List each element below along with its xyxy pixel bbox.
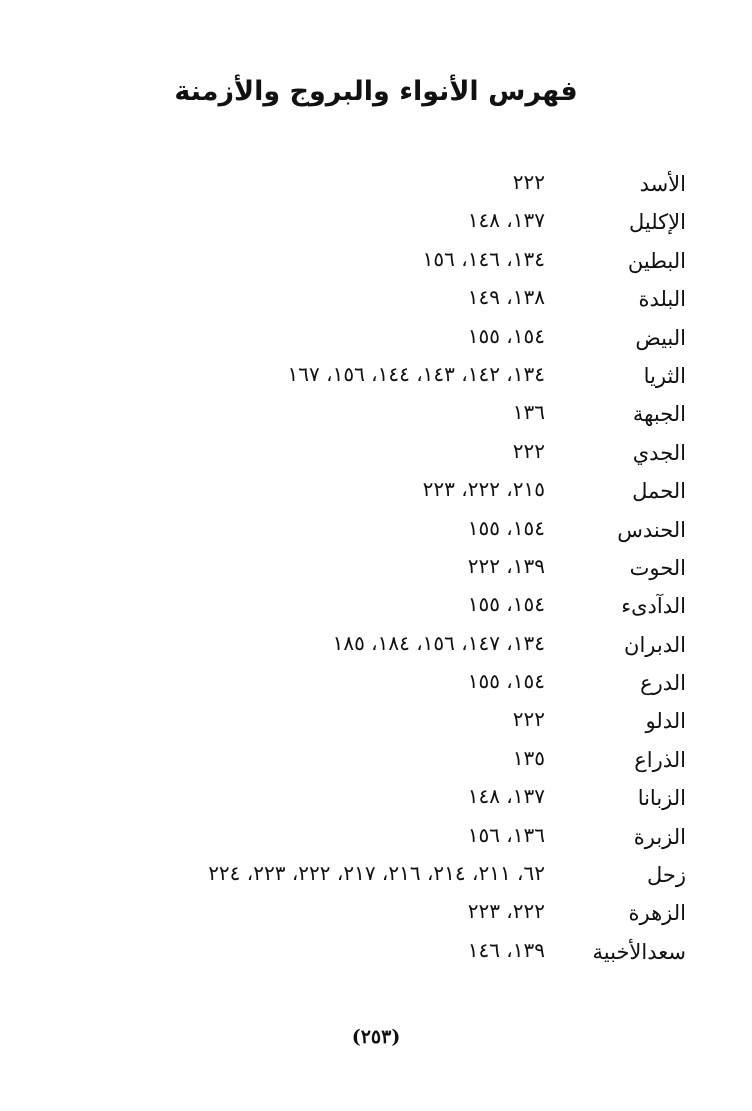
entry-term: الذراع	[634, 747, 686, 772]
entry-pages: ٢٢٢	[512, 438, 545, 463]
entry-pages: ١٣٩، ٢٢٢	[467, 553, 545, 578]
entry-term: الزبرة	[633, 824, 686, 849]
entry-term: الثريا	[643, 363, 686, 388]
entry-pages: ١٥٤، ١٥٥	[467, 323, 545, 348]
entry-term: الدآدىء	[621, 594, 686, 619]
index-entry	[0, 895, 752, 933]
index-entry	[0, 358, 752, 396]
entry-term: الحندس	[617, 517, 686, 542]
entry-term: الإكليل	[628, 210, 686, 235]
entry-term: البيض	[635, 325, 686, 350]
entry-pages: ١٣٤، ١٤٦، ١٥٦	[422, 246, 545, 271]
entry-pages: ١٣٨، ١٤٩	[467, 285, 545, 310]
entry-pages: ١٣٥	[512, 745, 545, 770]
index-entry	[0, 473, 752, 511]
entry-term: زحل	[646, 863, 686, 888]
entry-pages: ١٣٩، ١٤٦	[467, 937, 545, 962]
entry-pages: ١٣٤، ١٤٧، ١٥٦، ١٨٤، ١٨٥	[332, 630, 545, 655]
entry-term: الحوت	[629, 555, 686, 580]
index-entry	[0, 857, 752, 895]
entry-term: الزبانا	[637, 786, 686, 811]
index-entry	[0, 588, 752, 626]
entry-pages: ١٣٧، ١٤٨	[467, 784, 545, 809]
index-entry	[0, 550, 752, 588]
entry-term: الأسد	[639, 172, 686, 196]
entry-term: الجبهة	[632, 402, 686, 427]
index-entry	[0, 742, 752, 780]
entry-pages: ٢٢٢	[512, 170, 545, 194]
index-entry	[0, 204, 752, 242]
index-entry	[0, 512, 752, 550]
index-entry	[0, 320, 752, 358]
index-entry	[0, 703, 752, 741]
entry-pages: ٢٢٢، ٢٢٣	[467, 899, 545, 924]
entry-pages: ٢٢٢	[512, 707, 545, 732]
entry-pages: ١٥٤، ١٥٥	[467, 669, 545, 694]
entry-term: الجدي	[632, 440, 686, 465]
entry-pages: ٦٢، ٢١١، ٢١٤، ٢١٦، ٢١٧، ٢٢٢، ٢٢٣، ٢٢٤	[208, 861, 545, 886]
index-title: فهرس الأنواء والبروج والأزمنة	[174, 76, 578, 107]
entry-pages: ١٣٧، ١٤٨	[467, 208, 545, 233]
index-entry	[0, 435, 752, 473]
index-entries	[0, 166, 752, 972]
entry-term: الدرع	[640, 671, 686, 696]
index-entry	[0, 780, 752, 818]
entry-pages: ١٣٦	[512, 400, 545, 425]
index-entry	[0, 166, 752, 204]
entry-pages: ١٣٦، ١٥٦	[467, 822, 545, 847]
entry-pages: ١٥٤، ١٥٥	[467, 592, 545, 617]
entry-pages: ١٥٤، ١٥٥	[467, 515, 545, 540]
index-entry	[0, 396, 752, 434]
index-entry	[0, 665, 752, 703]
entry-term: البلدة	[638, 287, 686, 312]
entry-term: الزهرة	[628, 901, 686, 926]
entry-pages: ١٣٤، ١٤٢، ١٤٣، ١٤٤، ١٥٦، ١٦٧	[287, 361, 545, 386]
entry-term: سعدالأخبية	[592, 939, 686, 964]
entry-term: الدبران	[624, 632, 686, 657]
index-entry	[0, 819, 752, 857]
entry-term: الحمل	[632, 479, 686, 504]
entry-pages: ٢١٥، ٢٢٢، ٢٢٣	[422, 477, 545, 502]
index-entry	[0, 627, 752, 665]
index-entry	[0, 934, 752, 972]
index-entry	[0, 281, 752, 319]
entry-term: الدلو	[645, 709, 686, 734]
index-entry	[0, 243, 752, 281]
entry-term: البطين	[627, 248, 686, 273]
page-number: (٢٥٣)	[351, 1026, 401, 1048]
